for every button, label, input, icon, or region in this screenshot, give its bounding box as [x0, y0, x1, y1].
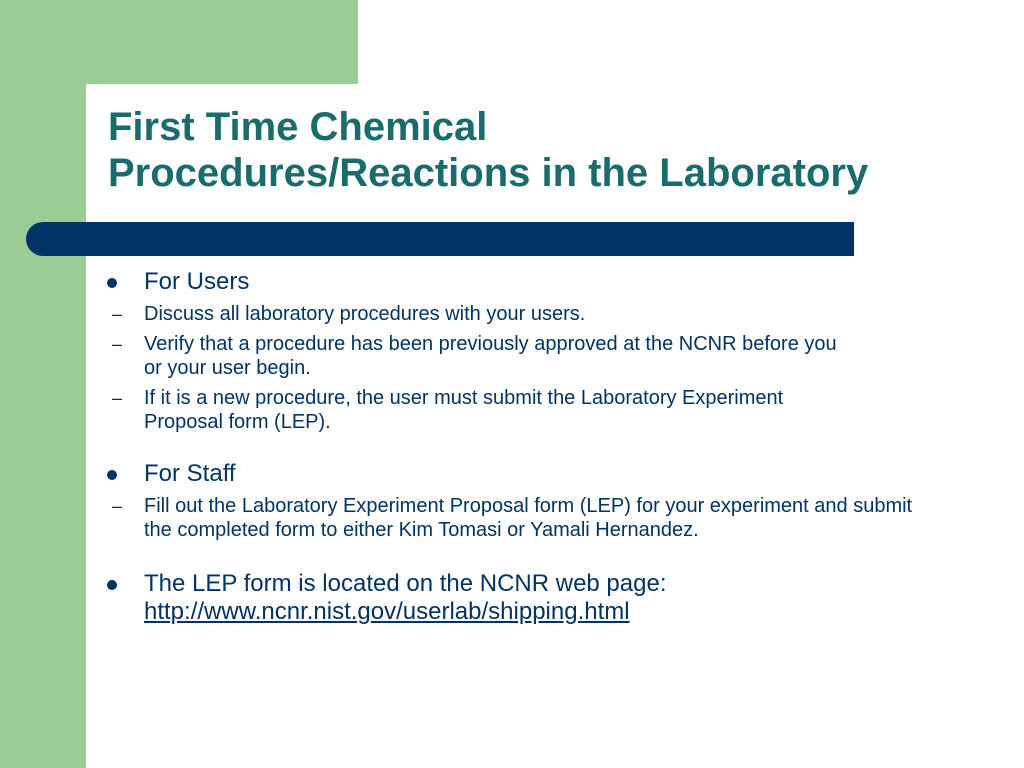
green-top-panel — [0, 0, 358, 84]
bullet-dot-icon — [107, 470, 117, 480]
slide-title-line-2: Procedures/Reactions in the Laboratory — [108, 151, 869, 195]
bullet-for-users — [100, 268, 980, 296]
subitem-text: Fill out the Laboratory Experiment Proposal form (LEP) for your experiment and submit the completed form to either Kim Tomasi or Yamali Hernandez. — [144, 495, 913, 541]
bullet-dot-icon — [107, 278, 117, 288]
dash-icon: – — [112, 388, 123, 408]
dash-icon: – — [112, 496, 123, 516]
sublist-for-users — [100, 302, 980, 434]
bullet-lep-form — [100, 570, 980, 626]
subitem — [100, 494, 980, 542]
slide-content — [100, 264, 980, 626]
lep-form-link[interactable]: http://www.ncnr.nist.gov/userlab/shipping.html — [144, 598, 630, 625]
dash-icon: – — [112, 304, 123, 324]
title-divider-bar — [26, 222, 854, 256]
subitem — [100, 332, 980, 380]
bullet-dot-icon — [107, 580, 117, 590]
subitem-text: Verify that a procedure has been previously approved at the NCNR before you or your user begin. — [144, 333, 837, 379]
subitem-text: Discuss all laboratory procedures with your users. — [144, 303, 586, 325]
bullet-for-staff — [100, 460, 980, 488]
green-side-panel — [0, 0, 86, 768]
subitem-text: If it is a new procedure, the user must submit the Laboratory Experiment Proposal form (LEP). — [144, 387, 784, 433]
bullet-label: The LEP form is located on the NCNR web page: — [144, 570, 667, 597]
subitem — [100, 386, 980, 434]
dash-icon: – — [112, 334, 123, 354]
subitem — [100, 302, 980, 326]
bullet-label: For Staff — [144, 460, 236, 487]
bullet-label: For Users — [144, 268, 250, 295]
slide-title — [108, 104, 868, 196]
sublist-for-staff — [100, 494, 980, 542]
slide-title-line-1: First Time Chemical — [108, 105, 488, 149]
